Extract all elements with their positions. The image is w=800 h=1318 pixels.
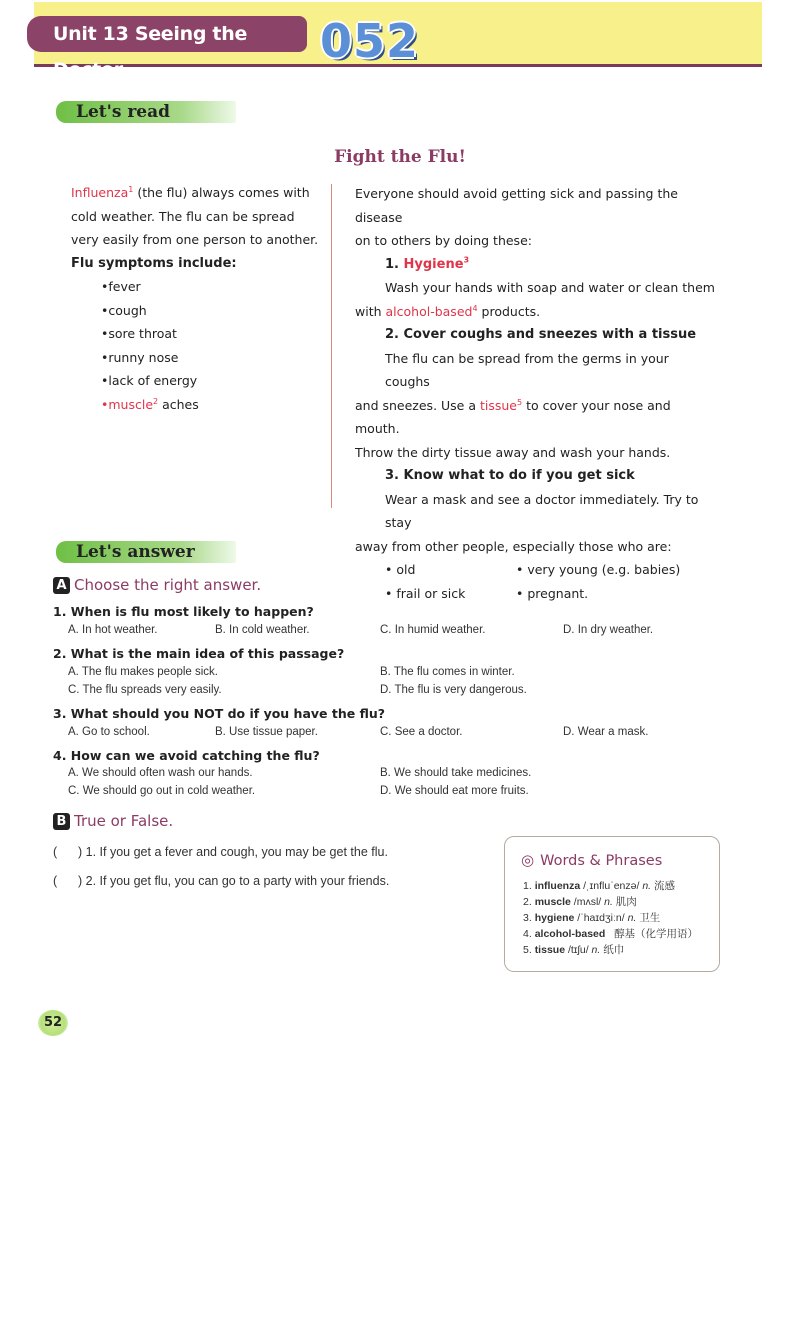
symptom-item: •cough [101,302,147,318]
entry-num: 2. [523,896,535,908]
list-item: • pregnant. [516,585,589,601]
target-icon: ◎ [521,851,535,869]
symptoms-list [101,275,321,417]
tf-statement: 2. If you get flu, you can go to a party with your friends. [85,874,390,888]
option[interactable]: C. See a doctor. [380,726,463,738]
p1-post: products. [477,303,541,319]
entry-pos: n. [604,896,613,908]
at-risk-list [355,558,715,605]
p1-line-1: Wash your hands with soap and water or clean them [385,280,715,295]
entry-word: alcohol-based [534,928,606,940]
p3-line-1: Wear a mask and see a doctor immediately. Try to stay [385,491,699,530]
entry-num: 4. [523,928,535,940]
p1-pre: with [355,303,386,319]
question-4: 4. How can we avoid catching the flu? [53,748,320,763]
page-number: 52 [38,1010,68,1036]
option[interactable]: A. We should often wash our hands. [68,767,253,779]
heading-know-what-to-do: 3. Know what to do if you get sick [385,468,635,483]
heading-number: 1. [385,256,404,272]
symptom-item: •sore throat [101,326,177,342]
entry-phonetic [605,928,614,940]
footnote-1: 1 [128,184,134,194]
entry-pos: n. [642,880,652,892]
part-a-badge: A [53,577,70,594]
entry-word: influenza [534,880,581,892]
intro-line-1 [71,181,321,205]
intro-text: (the flu) always comes with [133,185,310,200]
word-entry [523,878,698,894]
footnote-4: 4 [472,303,478,313]
bullet: • [101,396,109,412]
list-item: • old [385,562,416,577]
word-entry [523,910,698,926]
entry-meaning: 纸巾 [600,944,625,956]
p2-line-2 [355,394,715,441]
p1-line-2 [355,300,715,324]
footnote-5: 5 [517,397,523,407]
symptoms-heading: Flu symptoms include: [71,255,237,271]
entry-phonetic: /mʌsl/ [570,896,605,908]
part-b-badge: B [53,813,70,830]
entry-num: 5. [523,944,535,956]
p2-line-1: The flu can be spread from the germs in your coughs [385,350,669,389]
list-item: • very young (e.g. babies) [516,562,681,577]
words-phrases-box [504,836,720,972]
passage-title: Fight the Flu! [334,147,466,167]
list-item: • frail or sick [385,585,466,601]
option[interactable]: B. We should take medicines. [380,767,532,779]
unit-title: Unit 13 Seeing the Doctor [27,16,307,52]
option[interactable]: B. In cold weather. [215,624,310,636]
option[interactable]: D. The flu is very dangerous. [380,684,527,696]
tf-item-2 [53,874,389,888]
option[interactable]: C. The flu spreads very easily. [68,684,222,696]
keyword-hygiene: Hygiene [403,256,464,272]
entry-word: tissue [534,944,566,956]
p3-line-2: away from other people, especially those who are: [355,538,672,554]
option[interactable]: B. Use tissue paper. [215,726,318,738]
option[interactable]: D. Wear a mask. [563,726,649,738]
entry-meaning: 醇基（化学用语） [614,928,699,940]
p2-post: to cover your nose and mouth. [355,397,671,436]
words-list [523,878,698,958]
word-entry [523,942,698,958]
part-b-heading [53,812,173,830]
column-divider [331,184,332,508]
section-tag-answer: Let's answer [56,541,236,563]
symptom-item: •fever [101,279,141,294]
right-intro-2: on to others by doing these: [355,233,532,248]
keyword-tissue: tissue [479,397,517,413]
entry-phonetic: /tɪʃu/ [565,944,592,956]
passage-left-column [71,181,321,417]
answer-blank[interactable]: ( ) [53,874,83,888]
p2-line-3: Throw the dirty tissue away and wash your hands. [355,444,671,460]
option[interactable]: B. The flu comes in winter. [380,666,515,678]
question-1: 1. When is flu most likely to happen? [53,604,314,619]
entry-pos: n. [591,944,601,956]
right-intro-1: Everyone should avoid getting sick and passing the disease [355,186,678,225]
intro-line-2: cold weather. The flu can be spread [71,208,295,224]
section-tag-read: Let's read [56,101,236,123]
heading-cover-coughs: 2. Cover coughs and sneezes with a tissue [385,327,697,342]
entry-meaning: 流感 [651,880,675,892]
answer-blank[interactable]: ( ) [53,845,83,859]
entry-phonetic: /ˌɪnfluˈenzə/ [580,880,643,892]
question-2: 2. What is the main idea of this passage? [53,646,345,661]
symptom-item [101,393,321,417]
part-a-title: Choose the right answer. [74,576,262,594]
intro-line-3: very easily from one person to another. [71,232,319,247]
heading-hygiene [355,253,715,277]
keyword-muscle: muscle [108,396,154,412]
entry-pos: n. [627,912,637,924]
footnote-2: 2 [153,396,159,406]
option[interactable]: A. Go to school. [68,726,150,738]
option[interactable]: D. In dry weather. [563,624,654,636]
entry-word: muscle [534,896,571,908]
p2-pre: and sneezes. Use a [355,397,480,413]
entry-num: 1. [523,880,535,892]
words-title-text: Words & Phrases [540,853,663,869]
entry-meaning: 肌肉 [612,896,637,908]
symptom-item: •runny nose [101,349,179,365]
symptom-text: aches [158,396,199,412]
option[interactable]: A. In hot weather. [68,624,158,636]
page-badge: 052 [320,14,420,68]
option[interactable]: C. In humid weather. [380,624,486,636]
option[interactable]: C. We should go out in cold weather. [68,785,256,797]
entry-num: 3. [523,912,535,924]
entry-meaning: 卫生 [636,912,661,924]
tf-statement: 1. If you get a fever and cough, you may be get the flu. [85,845,388,859]
word-entry [523,926,698,942]
tf-item-1 [53,845,388,859]
option[interactable]: A. The flu makes people sick. [68,666,218,678]
question-3: 3. What should you NOT do if you have the flu? [53,706,385,721]
footnote-3: 3 [463,255,470,265]
passage-right-column [355,182,715,605]
word-entry [523,894,698,910]
part-a-heading [53,576,261,594]
symptom-item: •lack of energy [101,373,198,389]
entry-word: hygiene [534,912,575,924]
keyword-influenza: Influenza [71,185,129,200]
entry-phonetic: /ˈhaɪdʒiːn/ [574,912,628,924]
option[interactable]: D. We should eat more fruits. [380,785,529,797]
words-phrases-title [521,851,662,869]
part-b-title: True or False. [74,812,174,830]
keyword-alcohol-based: alcohol-based [385,303,473,319]
